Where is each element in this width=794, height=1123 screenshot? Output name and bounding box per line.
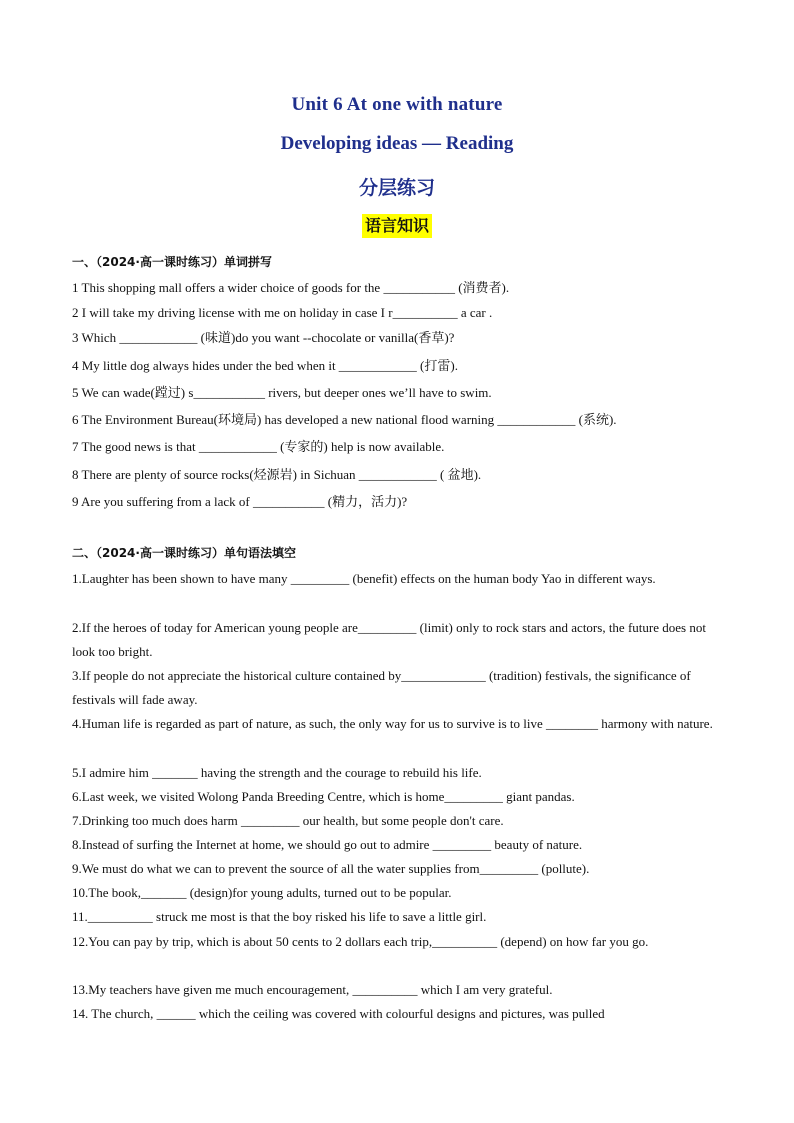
spelling-question-6: 6 The Environment Bureau(环境局) has developed a new national flood warning ____________ (系统). — [72, 412, 617, 427]
exercise-type-title: 分层练习 — [358, 177, 435, 199]
grammar-question-1: 1.Laughter has been shown to have many _________ (benefit) effects on the human body Yao in different ways. — [72, 571, 656, 586]
section-1-heading: 一、（2024·高一课时练习）单词拼写 — [72, 255, 272, 269]
grammar-question-10: 10.The book,_______ (design)for young adults, turned out to be popular. — [72, 885, 452, 900]
grammar-question-8: 8.Instead of surfing the Internet at home, we should go out to admire _________ beauty of nature. — [72, 837, 583, 852]
section-tag-wrapper — [0, 214, 794, 238]
grammar-question-3: 3.If people do not appreciate the historical culture contained by_____________ (tradition) festivals, the significance of festivals will fade away. — [72, 668, 691, 707]
grammar-question-2: 2.If the heroes of today for American young people are_________ (limit) only to rock stars and actors, the future does not look too bright. — [72, 620, 706, 659]
spelling-question-2: 2 I will take my driving license with me on holiday in case I r__________ a car . — [72, 305, 493, 320]
spelling-question-7: 7 The good news is that ____________ (专家的) help is now available. — [72, 439, 445, 454]
language-knowledge-tag: 语言知识 — [362, 214, 432, 238]
spelling-question-9: 9 Are you suffering from a lack of ___________ (精力，活力)? — [72, 494, 408, 509]
grammar-question-5: 5.I admire him _______ having the strength and the courage to rebuild his life. — [72, 765, 482, 780]
spelling-question-5: 5 We can wade(蹚过) s___________ rivers, but deeper ones we’ll have to swim. — [72, 385, 492, 400]
grammar-question-6: 6.Last week, we visited Wolong Panda Breeding Centre, which is home_________ giant pandas. — [72, 789, 575, 804]
page-subtitle: Developing ideas — Reading — [280, 133, 514, 154]
grammar-question-7: 7.Drinking too much does harm _________ our health, but some people don't care. — [72, 813, 504, 828]
grammar-question-12: 12.You can pay by trip, which is about 50 cents to 2 dollars each trip,__________ (depend) on how far you go. — [72, 934, 649, 949]
grammar-question-11: 11.__________ struck me most is that the boy risked his life to save a little girl. — [72, 909, 487, 924]
spelling-question-4: 4 My little dog always hides under the bed when it ____________ (打雷). — [72, 358, 458, 373]
page-title: Unit 6 At one with nature — [291, 94, 503, 115]
spelling-question-1: 1 This shopping mall offers a wider choice of goods for the ___________ (消费者). — [72, 280, 510, 295]
grammar-question-9: 9.We must do what we can to prevent the source of all the water supplies from_________ (pollute). — [72, 861, 590, 876]
spelling-question-8: 8 There are plenty of source rocks(烃源岩) in Sichuan ____________ ( 盆地). — [72, 467, 482, 482]
grammar-question-14: 14. The church, ______ which the ceiling was covered with colourful designs and pictures, was pulled — [72, 1006, 605, 1021]
grammar-question-4: 4.Human life is regarded as part of nature, as such, the only way for us to survive is to live ________ harmony with nature. — [72, 716, 713, 731]
grammar-question-13: 13.My teachers have given me much encouragement, __________ which I am very grateful. — [72, 982, 553, 997]
spelling-question-3: 3 Which ____________ (味道)do you want --chocolate or vanilla(香草)? — [72, 330, 455, 345]
section-2-heading: 二、（2024·高一课时练习）单句语法填空 — [72, 546, 296, 560]
